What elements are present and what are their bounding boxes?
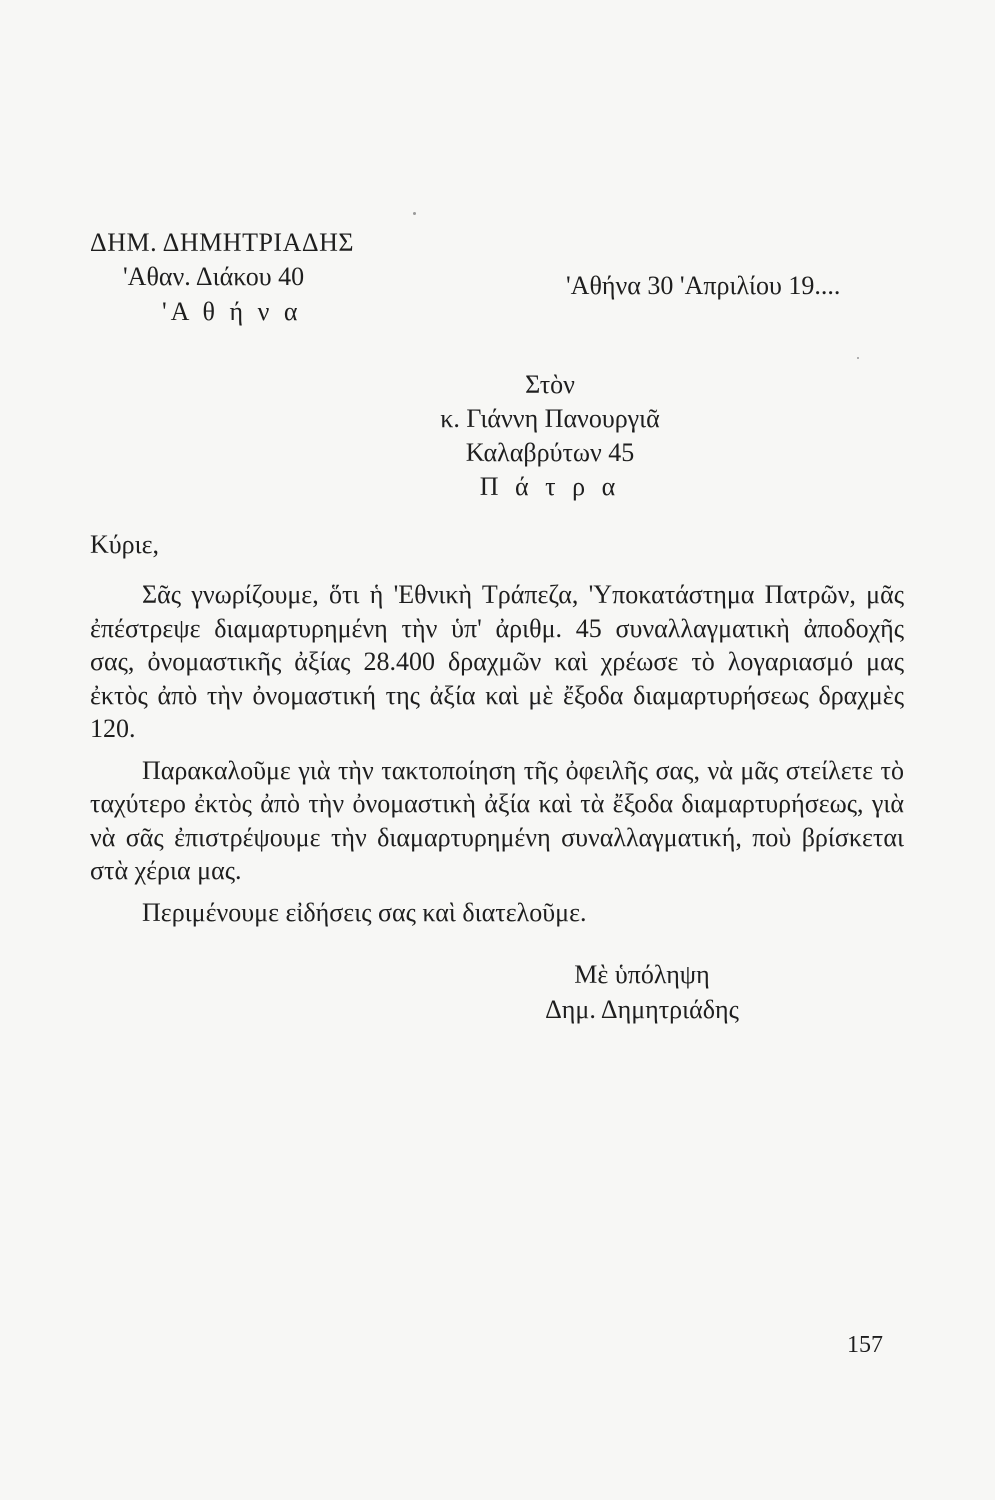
paper-speck	[857, 357, 859, 359]
sender-city: 'Α θ ή ν α	[162, 297, 302, 326]
page-number: 157	[847, 1332, 883, 1358]
sender-name: ΔΗΜ. ΔΗΜΗΤΡΙΑΔΗΣ	[90, 228, 354, 257]
recipient-city: Π ά τ ρ α	[479, 472, 621, 501]
closing-signature	[507, 957, 777, 1027]
sender-street: 'Αθαν. Διάκου 40	[123, 262, 305, 291]
body-paragraph: Σᾶς γνωρίζουμε, ὅτι ἡ 'Εθνικὴ Τράπεζα, 'Υποκατάστημα Πατρῶν, μᾶς ἐπέστρεψε διαμαρτυρημένη τὴν ὑπ' ἀριθμ. 45 συναλλαγματικὴ ἀποδοχῆς σας, ὀνομαστικῆς ἀξίας 28.400 δραχμῶν καὶ χρέωσε τὸ λογαριασμό μας ἐκτὸς ἀπὸ τὴν ὀνομαστική της ἀξία καὶ μὲ ἔξοδα διαμαρτυρήσεως δραχμὲς 120.	[90, 580, 904, 743]
salutation: Κύριε,	[90, 530, 160, 559]
recipient-to-label: Στὸν	[525, 370, 575, 399]
recipient-street: Καλαβρύτων 45	[465, 438, 635, 467]
body-paragraph: Περιμένουμε εἰδήσεις σας καὶ διατελοῦμε.	[142, 897, 587, 927]
paper-speck	[413, 212, 416, 215]
signature-name: Δημ. Δημητριάδης	[545, 995, 739, 1024]
letter-body	[90, 578, 904, 929]
recipient-address	[350, 368, 750, 504]
closing-phrase: Μὲ ὑπόληψη	[574, 960, 710, 989]
body-paragraph: Παρακαλοῦμε γιὰ τὴν τακτοποίηση τῆς ὀφειλῆς σας, νὰ μᾶς στείλετε τὸ ταχύτερο ἐκτὸς ἀπὸ τὴν ὀνομαστικὴ ἀξία καὶ τὰ ἔξοδα διαμαρτυρήσεως, γιὰ νὰ σᾶς ἐπιστρέψουμε τὴν διαμαρτυρημένη συναλλαγματική, ποὺ βρίσκεται στὰ χέρια μας.	[90, 755, 904, 885]
recipient-name: κ. Γιάννη Πανουργιᾶ	[440, 404, 660, 433]
letter-date: 'Αθήνα 30 'Απριλίου 19....	[566, 271, 841, 300]
